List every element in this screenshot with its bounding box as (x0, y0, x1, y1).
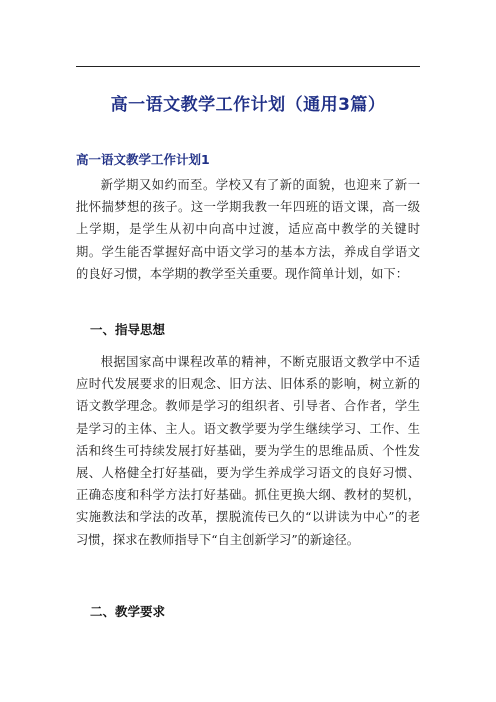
intro-paragraph: 新学期又如约而至。学校又有了新的面貌，也迎来了新一批怀揣梦想的孩子。这一学期我教一年四班的语文课，高一级上学期，是学生从初中向高中过渡，适应高中教学的关键时期。学生能否掌握好高中语文学习的基本方法，养成自学语文的良好习惯，本学期的教学至关重要。现作简单计划，如下： (76, 178, 420, 281)
header-rule (76, 66, 420, 67)
section-title: 高一语文教学工作计划1 (76, 152, 210, 167)
document-title: 高一语文教学工作计划（通用3篇） (110, 95, 386, 115)
guiding-ideology-paragraph: 根据国家高中课程改革的精神，不断克服语文教学中不适应时代发展要求的旧观念、旧方法、旧体系的影响，树立新的语文教学理念。教师是学习的组织者、引导者、合作者，学生是学习的主体、主人。语文教学要为学生继续学习、工作、生活和终生可持续发展打好基础，要为学生的思维品质、个性发展、人格健全打好基础，要为学生养成学习语文的良好习惯、正确态度和科学方法打好基础。抓住更换大纲、教材的契机，实施教法和学法的改革，摆脱流传已久的“以讲读为中心”的老习惯，探求在教师指导下“自主创新学习”的新途径。 (76, 355, 420, 547)
heading-guiding-ideology: 一、指导思想 (90, 322, 166, 337)
heading-teaching-requirements: 二、教学要求 (90, 604, 166, 619)
